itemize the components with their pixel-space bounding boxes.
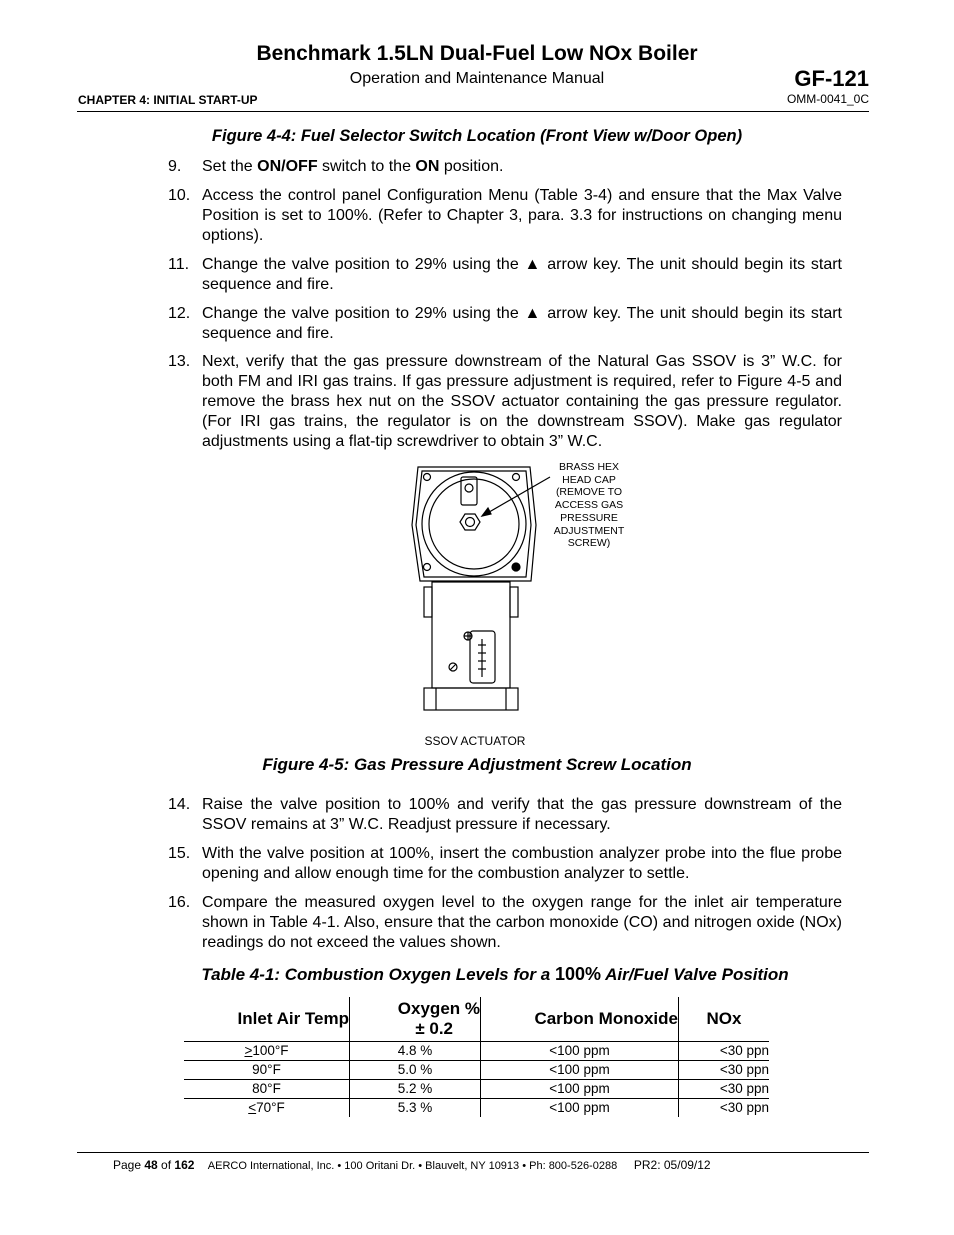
cell-inlet-air-temp: <70°F bbox=[184, 1099, 350, 1118]
step-number: 13. bbox=[168, 353, 191, 370]
cell-carbon-monoxide: <100 ppm bbox=[481, 1080, 679, 1099]
step-number: 15. bbox=[168, 845, 191, 862]
step-number: 14. bbox=[168, 796, 191, 813]
header-rule bbox=[77, 111, 869, 112]
column-header-oxygen: Oxygen % ± 0.2 bbox=[350, 997, 481, 1042]
screw-slot bbox=[450, 664, 456, 670]
chapter-heading: CHAPTER 4: INITIAL START-UP bbox=[78, 93, 258, 107]
body-side-tab-left bbox=[424, 587, 432, 617]
brass-hex-callout: BRASS HEX HEAD CAP (REMOVE TO ACCESS GAS PRESSURE ADJUSTMENT SCREW) bbox=[553, 461, 625, 550]
step-text: Access the control panel Configuration Menu (Table 3-4) and ensure that the Max Valve Position is set to 100%. (Refer to Chapter 3, para. 3.3 for instructions on changing menu options). bbox=[202, 187, 842, 244]
cell-oxygen: 5.2 % bbox=[350, 1080, 481, 1099]
table-row bbox=[184, 1061, 769, 1080]
cell-carbon-monoxide: <100 ppm bbox=[481, 1099, 679, 1118]
body-side-tab-right bbox=[510, 587, 518, 617]
step-number: 9. bbox=[168, 158, 182, 175]
step-text: Next, verify that the gas pressure downstream of the Natural Gas SSOV is 3” W.C. for both FM and IRI gas trains. If gas pressure adjustment is required, refer to Figure 4-5 and remove the brass hex nut on the SSOV actuator containing the gas pressure regulator. (For IRI gas trains, the regulator is on the downstream SSOV). Make gas regulator adjustments using a flat-tip screwdriver to obtain 3” W.C. bbox=[202, 353, 842, 450]
step-number: 11. bbox=[168, 256, 190, 273]
brass-hex-cap-center bbox=[466, 518, 475, 527]
document-title: Benchmark 1.5LN Dual-Fuel Low NOx Boiler bbox=[256, 42, 698, 65]
cover-slot bbox=[461, 477, 477, 505]
step-text: Change the valve position to 29% using the ▲ arrow key. The unit should begin its start sequence and fire. bbox=[202, 305, 842, 342]
corner-screw-icon bbox=[424, 474, 431, 481]
cell-nox: <30 ppn bbox=[679, 1080, 770, 1099]
step-text: Raise the valve position to 100% and verify that the gas pressure downstream of the SSOV remains at 3” W.C. Readjust pressure if necessary. bbox=[202, 796, 842, 833]
step-10 bbox=[168, 186, 842, 246]
page-footer: Page 48 of 162 AERCO International, Inc. • 100 Oritani Dr. • Blauvelt, NY 10913 • Ph: 800-526-0288 PR2: 05/09/12 bbox=[113, 1158, 711, 1172]
figure-4-5-caption: Figure 4-5: Gas Pressure Adjustment Screw Location bbox=[262, 755, 692, 774]
cell-inlet-air-temp: 80°F bbox=[184, 1080, 350, 1099]
footer-rule bbox=[77, 1152, 869, 1153]
cell-inlet-air-temp: 90°F bbox=[184, 1061, 350, 1080]
cover-slot-hole bbox=[465, 484, 473, 492]
step-11 bbox=[168, 255, 842, 295]
ssov-actuator-label: SSOV ACTUATOR bbox=[424, 734, 526, 748]
column-header-inlet-air-temp: Inlet Air Temp bbox=[237, 1009, 349, 1028]
table-header-row bbox=[184, 997, 769, 1042]
step-text: Compare the measured oxygen level to the oxygen range for the inlet air temperature shown in Table 4-1. Also, ensure that the carbon monoxide (CO) and nitrogen oxide (NOx) readings do not exceed the values shown. bbox=[202, 894, 842, 951]
cell-nox: <30 ppn bbox=[679, 1099, 770, 1118]
footer-company: AERCO International, Inc. • 100 Oritani Dr. • Blauvelt, NY 10913 • Ph: 800-526-0288 bbox=[207, 1160, 618, 1172]
corner-screw-icon bbox=[512, 563, 520, 571]
footer-revision: PR2: 05/09/12 bbox=[633, 1158, 711, 1172]
cell-carbon-monoxide: <100 ppm bbox=[481, 1061, 679, 1080]
step-15 bbox=[168, 844, 842, 884]
figure-4-4-caption: Figure 4-4: Fuel Selector Switch Location (Front View w/Door Open) bbox=[211, 127, 743, 145]
step-16 bbox=[168, 893, 842, 953]
step-number: 16. bbox=[168, 894, 191, 911]
cell-carbon-monoxide: <100 ppm bbox=[481, 1042, 679, 1061]
column-header-nox: NOx bbox=[679, 997, 770, 1042]
corner-screw-icon bbox=[424, 564, 431, 571]
table-4-1-caption: Table 4-1: Combustion Oxygen Levels for a 100% Air/Fuel Valve Position bbox=[201, 964, 789, 984]
step-number: 10. bbox=[168, 187, 191, 204]
brass-hex-cap bbox=[460, 514, 480, 530]
cell-oxygen: 5.3 % bbox=[350, 1099, 481, 1118]
cell-oxygen: 5.0 % bbox=[350, 1061, 481, 1080]
step-13 bbox=[168, 352, 842, 452]
document-number: OMM-0041_0C bbox=[786, 92, 869, 106]
step-number: 12. bbox=[168, 305, 191, 322]
table-row bbox=[184, 1080, 769, 1099]
cell-nox: <30 ppn bbox=[679, 1061, 770, 1080]
callout-arrowhead-icon bbox=[482, 508, 491, 516]
cell-oxygen: 4.8 % bbox=[350, 1042, 481, 1061]
cell-inlet-air-temp: >100°F bbox=[184, 1042, 350, 1061]
column-header-carbon-monoxide: Carbon Monoxide bbox=[481, 997, 679, 1042]
step-text: Set the ON/OFF switch to the ON position. bbox=[202, 158, 504, 175]
table-row bbox=[184, 1099, 769, 1118]
actuator-body bbox=[432, 582, 510, 688]
table-row bbox=[184, 1042, 769, 1061]
step-text: Change the valve position to 29% using the ▲ arrow key. The unit should begin its start sequence and fire. bbox=[202, 256, 842, 293]
combustion-oxygen-table bbox=[184, 997, 769, 1117]
document-code: GF-121 bbox=[794, 66, 869, 91]
step-14 bbox=[168, 795, 842, 835]
step-text: With the valve position at 100%, insert the combustion analyzer probe into the flue probe opening and allow enough time for the combustion analyzer to settle. bbox=[202, 845, 842, 882]
actuator-base-plate bbox=[424, 688, 518, 710]
corner-screw-icon bbox=[513, 474, 520, 481]
step-9 bbox=[168, 157, 842, 177]
cell-nox: <30 ppn bbox=[679, 1042, 770, 1061]
document-subtitle: Operation and Maintenance Manual bbox=[349, 70, 605, 87]
step-12 bbox=[168, 304, 842, 344]
